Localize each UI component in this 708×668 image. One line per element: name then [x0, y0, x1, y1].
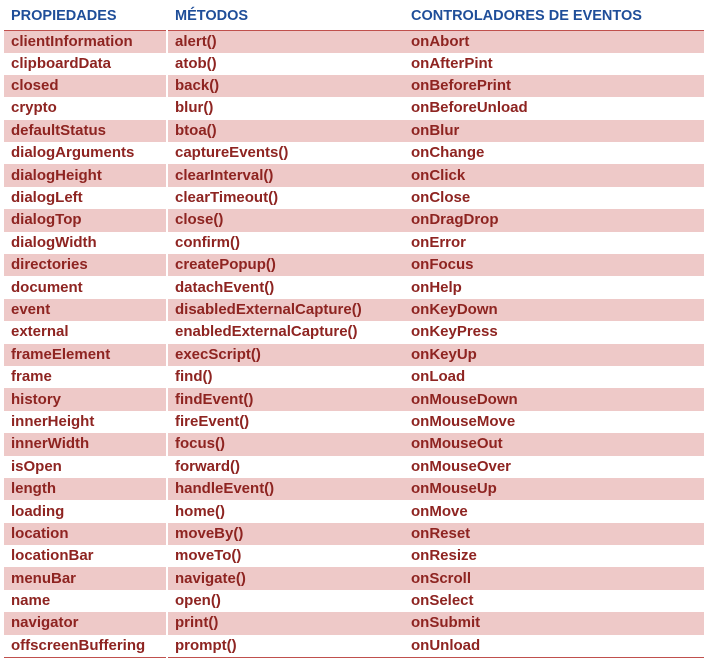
table-row: [4, 254, 704, 276]
method-cell: handleEvent(): [167, 478, 404, 500]
method-cell: clearInterval(): [167, 164, 404, 186]
table-row: [4, 433, 704, 455]
table-body: [4, 30, 704, 657]
event-handler-cell: onResize: [404, 545, 704, 567]
property-cell: defaultStatus: [4, 120, 167, 142]
event-handler-cell: onClose: [404, 187, 704, 209]
method-cell: alert(): [167, 30, 404, 53]
method-cell: moveTo(): [167, 545, 404, 567]
event-handler-cell: onFocus: [404, 254, 704, 276]
property-cell: external: [4, 321, 167, 343]
header-propiedades: PROPIEDADES: [4, 3, 167, 30]
event-handler-cell: onBeforePrint: [404, 75, 704, 97]
method-cell: home(): [167, 500, 404, 522]
event-handler-cell: onMove: [404, 500, 704, 522]
table-row: [4, 164, 704, 186]
property-cell: navigator: [4, 612, 167, 634]
event-handler-cell: onKeyDown: [404, 299, 704, 321]
method-cell: enabledExternalCapture(): [167, 321, 404, 343]
table-row: [4, 232, 704, 254]
property-cell: frame: [4, 366, 167, 388]
property-cell: clipboardData: [4, 53, 167, 75]
table-row: [4, 411, 704, 433]
method-cell: open(): [167, 590, 404, 612]
event-handler-cell: onLoad: [404, 366, 704, 388]
property-cell: dialogLeft: [4, 187, 167, 209]
method-cell: forward(): [167, 456, 404, 478]
property-cell: dialogWidth: [4, 232, 167, 254]
event-handler-cell: onMouseOver: [404, 456, 704, 478]
table-row: [4, 590, 704, 612]
event-handler-cell: onMouseOut: [404, 433, 704, 455]
table-row: [4, 478, 704, 500]
header-controladores: CONTROLADORES DE EVENTOS: [404, 3, 704, 30]
property-cell: loading: [4, 500, 167, 522]
method-cell: findEvent(): [167, 388, 404, 410]
event-handler-cell: onKeyPress: [404, 321, 704, 343]
event-handler-cell: onBeforeUnload: [404, 97, 704, 119]
method-cell: clearTimeout(): [167, 187, 404, 209]
event-handler-cell: onMouseUp: [404, 478, 704, 500]
table-row: [4, 567, 704, 589]
table-row: [4, 299, 704, 321]
table-row: [4, 456, 704, 478]
window-object-reference-table: [4, 3, 704, 658]
table-row: [4, 500, 704, 522]
method-cell: execScript(): [167, 344, 404, 366]
method-cell: createPopup(): [167, 254, 404, 276]
method-cell: focus(): [167, 433, 404, 455]
event-handler-cell: onSubmit: [404, 612, 704, 634]
method-cell: fireEvent(): [167, 411, 404, 433]
property-cell: innerWidth: [4, 433, 167, 455]
event-handler-cell: onChange: [404, 142, 704, 164]
property-cell: dialogHeight: [4, 164, 167, 186]
table-row: [4, 120, 704, 142]
event-handler-cell: onAfterPint: [404, 53, 704, 75]
property-cell: length: [4, 478, 167, 500]
table-row: [4, 209, 704, 231]
property-cell: menuBar: [4, 567, 167, 589]
property-cell: clientInformation: [4, 30, 167, 53]
property-cell: directories: [4, 254, 167, 276]
event-handler-cell: onUnload: [404, 635, 704, 658]
property-cell: crypto: [4, 97, 167, 119]
table-row: [4, 53, 704, 75]
event-handler-cell: onReset: [404, 523, 704, 545]
method-cell: find(): [167, 366, 404, 388]
method-cell: disabledExternalCapture(): [167, 299, 404, 321]
method-cell: print(): [167, 612, 404, 634]
method-cell: confirm(): [167, 232, 404, 254]
method-cell: blur(): [167, 97, 404, 119]
method-cell: datachEvent(): [167, 276, 404, 298]
event-handler-cell: onBlur: [404, 120, 704, 142]
event-handler-cell: onMouseMove: [404, 411, 704, 433]
property-cell: event: [4, 299, 167, 321]
table-row: [4, 321, 704, 343]
table-row: [4, 545, 704, 567]
method-cell: back(): [167, 75, 404, 97]
method-cell: close(): [167, 209, 404, 231]
table-row: [4, 97, 704, 119]
method-cell: btoa(): [167, 120, 404, 142]
property-cell: isOpen: [4, 456, 167, 478]
event-handler-cell: onScroll: [404, 567, 704, 589]
table-row: [4, 366, 704, 388]
property-cell: location: [4, 523, 167, 545]
event-handler-cell: onClick: [404, 164, 704, 186]
table-row: [4, 344, 704, 366]
property-cell: name: [4, 590, 167, 612]
event-handler-cell: onHelp: [404, 276, 704, 298]
property-cell: innerHeight: [4, 411, 167, 433]
table-row: [4, 276, 704, 298]
property-cell: dialogArguments: [4, 142, 167, 164]
event-handler-cell: onError: [404, 232, 704, 254]
event-handler-cell: onSelect: [404, 590, 704, 612]
table-row: [4, 523, 704, 545]
event-handler-cell: onDragDrop: [404, 209, 704, 231]
method-cell: moveBy(): [167, 523, 404, 545]
property-cell: document: [4, 276, 167, 298]
property-cell: dialogTop: [4, 209, 167, 231]
table-row: [4, 75, 704, 97]
table-row: [4, 142, 704, 164]
property-cell: frameElement: [4, 344, 167, 366]
header-row: [4, 3, 704, 30]
method-cell: atob(): [167, 53, 404, 75]
method-cell: captureEvents(): [167, 142, 404, 164]
property-cell: history: [4, 388, 167, 410]
event-handler-cell: onAbort: [404, 30, 704, 53]
table-row: [4, 30, 704, 53]
property-cell: offscreenBuffering: [4, 635, 167, 658]
reference-table-container: [4, 3, 704, 658]
table-row: [4, 187, 704, 209]
event-handler-cell: onMouseDown: [404, 388, 704, 410]
table-row: [4, 388, 704, 410]
table-row: [4, 612, 704, 634]
property-cell: closed: [4, 75, 167, 97]
method-cell: navigate(): [167, 567, 404, 589]
table-row: [4, 635, 704, 658]
method-cell: prompt(): [167, 635, 404, 658]
property-cell: locationBar: [4, 545, 167, 567]
header-metodos: MÉTODOS: [167, 3, 404, 30]
event-handler-cell: onKeyUp: [404, 344, 704, 366]
